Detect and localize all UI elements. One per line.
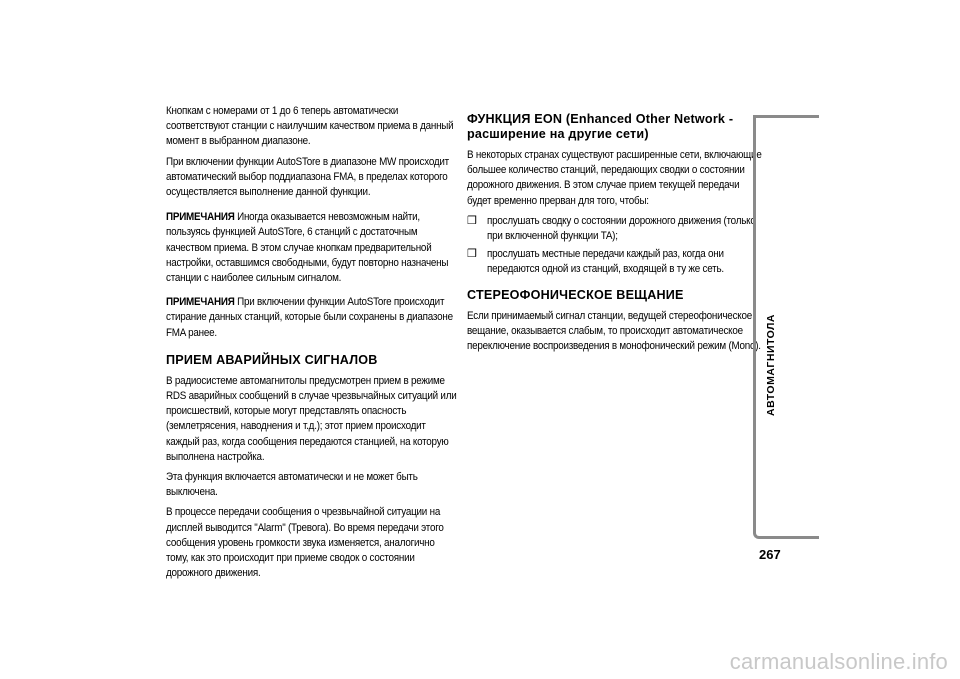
note-paragraph bbox=[166, 210, 459, 286]
paragraph: В радиосистеме автомагнитолы предусмотрен прием в режиме RDS аварийных сообщений в случае чрезвычайных ситуаций или происшествий, которые могут представлять опасность (землетрясения, наводнения и т.д.); этот прием происходит каждый раз, когда сообщения передаются станцией, на которую выполнена настройка. bbox=[166, 374, 457, 463]
section-tab-rule bbox=[753, 115, 819, 118]
left-column bbox=[166, 104, 458, 586]
section-tab-frame bbox=[753, 115, 819, 539]
paragraph: При включении функции AutoSTore в диапазоне MW происходит автоматический выбор поддиапазона FMA, в пределах которого осуществляется выполнение данной функции. bbox=[166, 155, 449, 199]
note-text: Иногда оказывается невозможным найти, пользуясь функцией AutoSTore, 6 станций с достаточным качеством приема. В этом случае кнопкам предварительной настройки, оставшимся свободными, будут повторно назначены станции с наиболее сильным сигналом. bbox=[166, 211, 449, 285]
right-column bbox=[467, 104, 762, 359]
section-title: АВТОМАГНИТОЛА bbox=[765, 313, 777, 417]
heading-line: ФУНКЦИЯ EON (Enhanced Other Network - bbox=[467, 112, 734, 126]
paragraph: Если принимаемый сигнал станции, ведущей стереофоническое вещание, оказывается слабым, то происходит автоматическое переключение воспроизведения в монофонический режим (Mono). bbox=[467, 309, 761, 353]
paragraph: В некоторых странах существуют расширенные сети, включающие большее количество станций, передающих сводки о состоянии дорожного движения. В этом случае прием текущей передачи будет временно прерван для того, чтобы: bbox=[467, 149, 762, 207]
checkbox-bullet-icon: ❒ bbox=[467, 214, 478, 227]
list-item bbox=[467, 214, 762, 244]
section-heading: СТЕРЕОФОНИЧЕСКОЕ ВЕЩАНИЕ bbox=[467, 287, 684, 302]
bullet-list bbox=[467, 214, 762, 278]
paragraph: В процессе передачи сообщения о чрезвычайной ситуации на дисплей выводится "Alarm" (Тревога). Во время передачи этого сообщения уровень громкости звука изменяется, аналогично тому, как это происходит при приеме сводок о состоянии дорожного движения. bbox=[166, 506, 444, 580]
note-paragraph bbox=[166, 295, 459, 341]
paragraph: Кнопкам с номерами от 1 до 6 теперь автоматически соответствуют станции с наилучшим качеством приема в данный момент в выбранном диапазоне. bbox=[166, 105, 454, 148]
list-item bbox=[467, 247, 762, 277]
watermark: carmanualsonline.info bbox=[729, 649, 948, 674]
checkbox-bullet-icon: ❒ bbox=[467, 248, 478, 261]
section-heading: ПРИЕМ АВАРИЙНЫХ СИГНАЛОВ bbox=[166, 352, 378, 367]
note-label: ПРИМЕЧАНИЯ bbox=[166, 211, 235, 224]
list-item-text: прослушать местные передачи каждый раз, когда они передаются одной из станций, входящей в ту же сеть. bbox=[487, 248, 724, 276]
section-heading bbox=[467, 112, 762, 142]
paragraph: Эта функция включается автоматически и не может быть выключена. bbox=[166, 471, 418, 499]
heading-line: расширение на другие сети) bbox=[467, 127, 649, 141]
note-text: При включении функции AutoSTore происходит стирание данных станций, которые были сохранены в диапазоне FMA ранее. bbox=[166, 296, 453, 339]
note-label: ПРИМЕЧАНИЯ bbox=[166, 296, 235, 309]
list-item-text: прослушать сводку о состоянии дорожного движения (только при включенной функции TA); bbox=[487, 214, 756, 243]
page-number: 267 bbox=[759, 547, 781, 562]
